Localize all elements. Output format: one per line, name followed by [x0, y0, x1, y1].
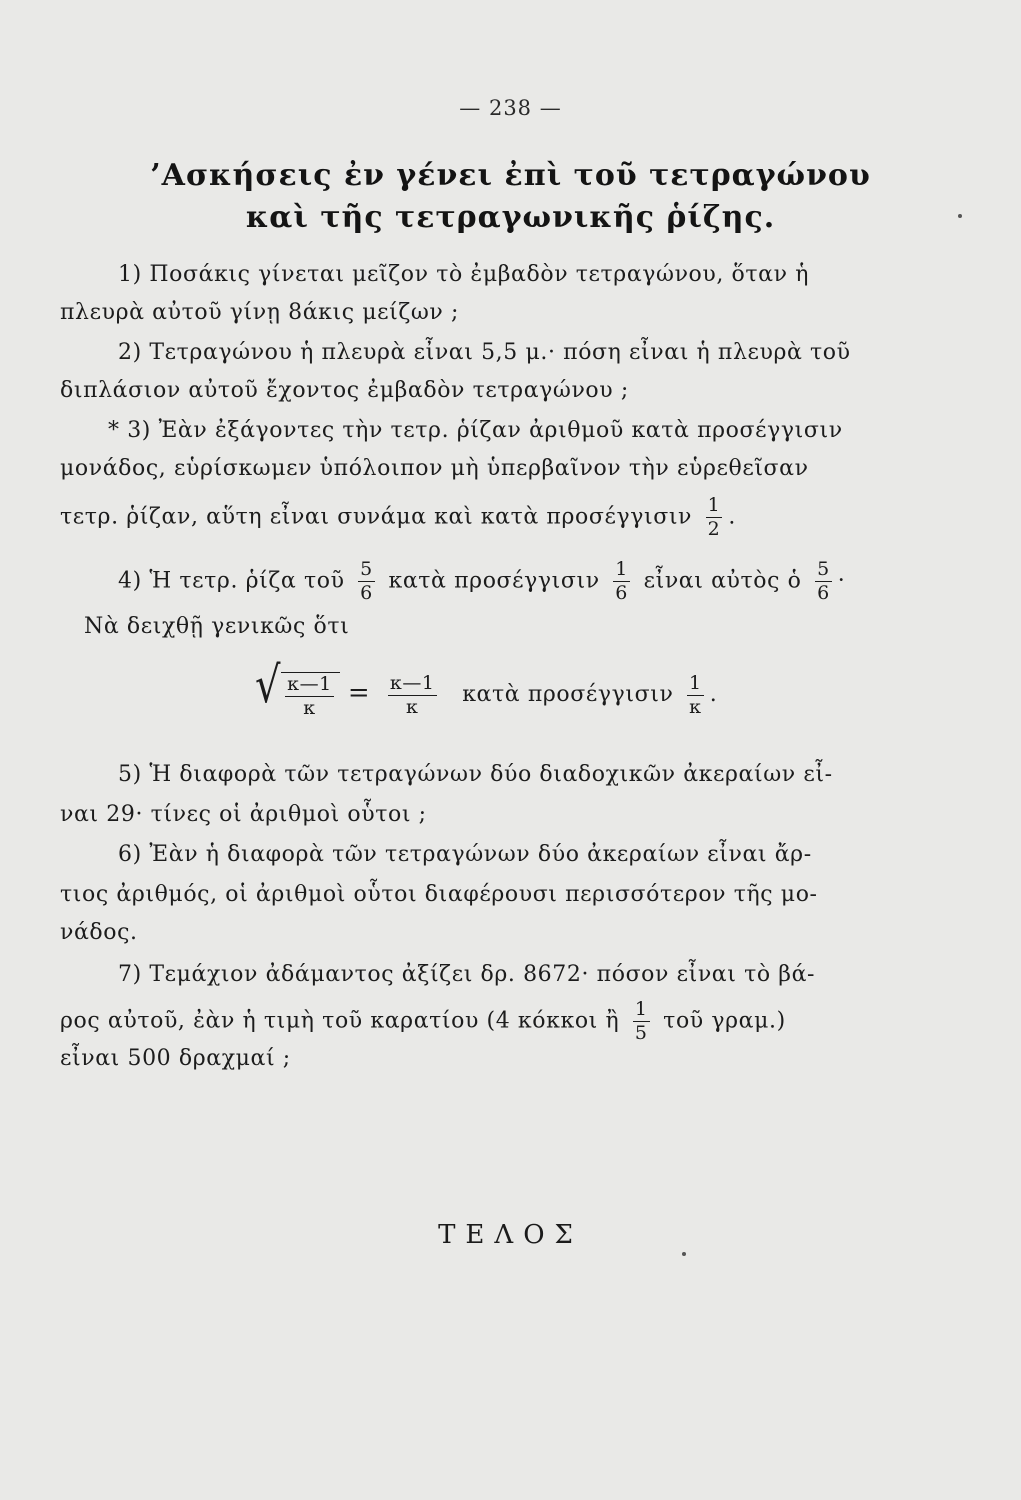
one-over-k-fraction: [687, 671, 704, 718]
exercise-7-line-2: [60, 1000, 786, 1043]
fraction-five-sixths: [358, 560, 375, 603]
fraction-denominator: 6: [817, 582, 830, 604]
fraction-denominator: 5: [634, 1022, 648, 1044]
fraction-denominator: 2: [707, 518, 721, 540]
exercise-4-text-c: εἶναι αὐτὸς ὁ: [643, 568, 802, 594]
fraction-denominator: κ: [689, 695, 702, 718]
fraction-numerator: 5: [360, 558, 373, 580]
page-number: — 238 —: [459, 96, 562, 120]
exercise-3-text: τετρ. ῥίζαν, αὕτη εἶναι συνάμα καὶ κατὰ προσέγγισιν: [60, 504, 693, 530]
fraction-denominator: κ: [303, 697, 316, 719]
exercise-4-line-1: 4) Ἡ τετρ. ῥίζα τοῦ $\frac{5}{6}$ κατὰ προσέγγισιν $\frac{1}{6}$ εἶναι αὐτὸς ὁ $\frac{5}{6}$ ·: [118, 558, 846, 604]
radicand: [281, 672, 340, 718]
square-root-formula: √ $\frac{\kappa—1}{\kappa}$ = $\frac{\kappa—1}{\kappa}$ κατὰ προσέγγισιν $\frac{1}{\kappa}$ .: [255, 656, 718, 719]
radical-sign-icon: √: [255, 656, 282, 715]
rhs-fraction: [388, 671, 437, 718]
exercise-5-line-2: ναι 29· τίνες οἱ ἀριθμοὶ οὗτοι ;: [60, 802, 427, 827]
print-speck: [682, 1252, 686, 1256]
exercise-6-line-2: τιος ἀριθμός, οἱ ἀριθμοὶ οὗτοι διαφέρουσι περισσότερον τῆς μο-: [60, 882, 818, 907]
exercise-6-line-3: νάδος.: [60, 920, 138, 945]
equals-sign: =: [347, 678, 371, 708]
exercise-2-line-2: διπλάσιον αὐτοῦ ἔχοντος ἐμβαδὸν τετραγώνου ;: [60, 378, 629, 403]
section-heading-line-1: ’Ασκήσεις ἐν γένει ἐπὶ τοῦ τετραγώνου: [150, 158, 871, 193]
section-heading-line-2: καὶ τῆς τετραγωνικῆς ῥίζης.: [245, 200, 776, 235]
print-speck: [958, 214, 962, 218]
exercise-4-text-b: κατὰ προσέγγισιν: [388, 568, 600, 594]
fraction-denominator: κ: [405, 695, 419, 718]
exercise-3-line-1: * 3) Ἐὰν ἐξάγοντες τὴν τετρ. ῥίζαν ἀριθμοῦ κατὰ προσέγγισιν: [108, 418, 843, 443]
fraction-one-sixth: [613, 560, 630, 603]
exercise-1-line-1: 1) Ποσάκις γίνεται μεῖζον τὸ ἐμβαδὸν τετραγώνου, ὅταν ἡ: [118, 262, 809, 287]
exercise-4-line-2: Νὰ δειχθῇ γενικῶς ὅτι: [84, 614, 350, 639]
fraction-one-half: [706, 496, 723, 539]
fraction-numerator: 1: [634, 998, 648, 1020]
end-mark: ΤΕΛΟΣ: [438, 1220, 583, 1250]
exercise-6-line-1: 6) Ἐὰν ἡ διαφορὰ τῶν τετραγώνων δύο ἀκεραίων εἶναι ἄρ-: [118, 842, 812, 867]
fraction-numerator: 1: [707, 494, 721, 516]
exercise-3-line-2: μονάδος, εὑρίσκωμεν ὑπόλοιπον μὴ ὑπερβαῖνον τὴν εὑρεθεῖσαν: [60, 456, 809, 481]
exercise-7-text-b: τοῦ γραμ.): [663, 1008, 786, 1034]
exercise-7-line-3: εἶναι 500 δραχμαί ;: [60, 1046, 291, 1071]
formula-text: κατὰ προσέγγισιν: [462, 682, 674, 707]
exercise-7-text-a: ρος αὐτοῦ, ἐὰν ἡ τιμὴ τοῦ καρατίου (4 κόκκοι ἢ: [60, 1008, 620, 1034]
exercise-7-line-1: 7) Τεμάχιον ἀδάμαντος ἀξίζει δρ. 8672· πόσον εἶναι τὸ βά-: [118, 962, 816, 987]
exercise-2-line-1: 2) Τετραγώνου ἡ πλευρὰ εἶναι 5,5 μ.· πόση εἶναι ἡ πλευρὰ τοῦ: [118, 340, 851, 365]
fraction-numerator: 1: [615, 558, 628, 580]
square-root: [255, 656, 340, 719]
radicand-fraction: [285, 675, 334, 718]
fraction-numerator: 5: [817, 558, 830, 580]
fraction-five-sixths-result: [815, 560, 832, 603]
exercise-3-line-3: τετρ. ῥίζαν, αὕτη εἶναι συνάμα καὶ κατὰ προσέγγισιν $\frac{1}{2}$ .: [60, 494, 736, 540]
fraction-numerator: 1: [689, 671, 702, 694]
exercise-5-line-1: 5) Ἡ διαφορὰ τῶν τετραγώνων δύο διαδοχικῶν ἀκεραίων εἶ-: [118, 762, 833, 787]
fraction-denominator: 6: [615, 582, 628, 604]
exercise-1-line-2: πλευρὰ αὐτοῦ γίνῃ 8άκις μείζων ;: [60, 300, 460, 325]
fraction-denominator: 6: [360, 582, 373, 604]
fraction-one-fifth: [633, 1000, 650, 1043]
fraction-numerator: κ—1: [389, 671, 435, 694]
fraction-numerator: κ—1: [287, 673, 332, 695]
exercise-4-text-a: 4) Ἡ τετρ. ῥίζα τοῦ: [118, 568, 345, 594]
